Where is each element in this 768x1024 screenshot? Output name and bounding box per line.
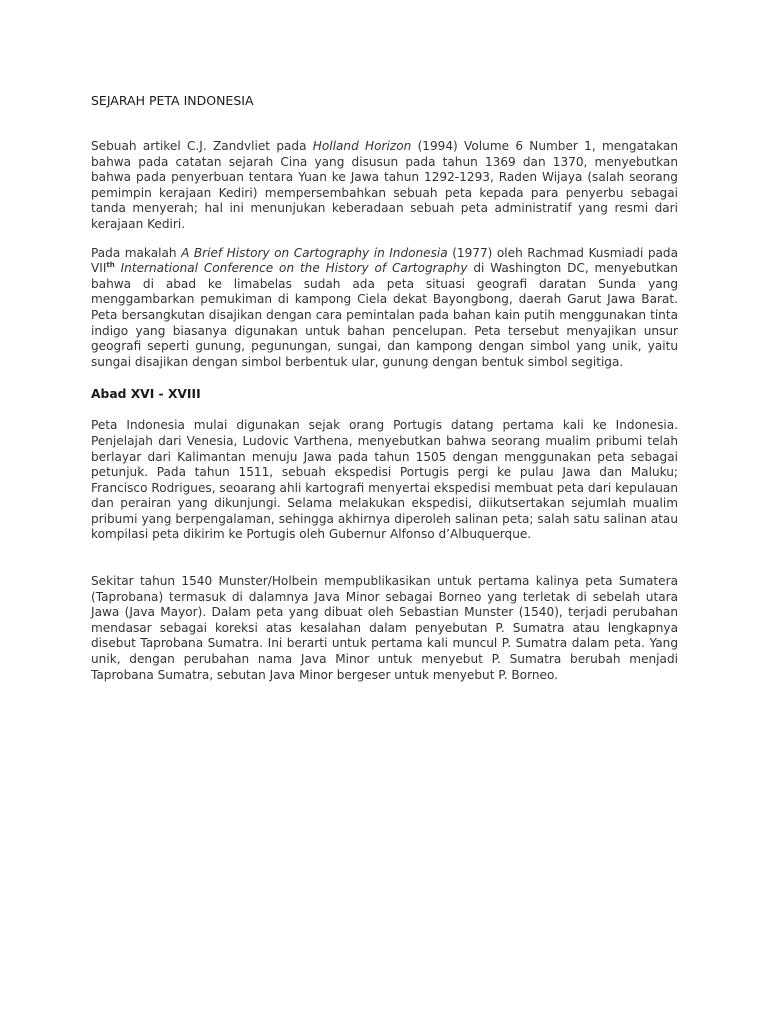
para2-text-c: di Washington DC, menyebutkan bahwa di abad ke limabelas sudah ada peta situasi geografi daratan Sunda yang menggambarkan pemukiman di kampong Ciela dekat Bayongbong, daerah Garut Jawa Barat. Peta bersangkutan disajikan dengan cara pemintalan pada bahan kain putih menggunakan tinta indigo yang biasanya digunakan untuk bahan pencelupan. Peta tersebut menyajikan unsur geografi seperti gunung, pegunungan, sungai, dan kampong dengan simbol yang unik, yaitu sungai disajikan dengan simbol berbentuk ular, gunung dengan bentuk simbol segitiga. (91, 261, 678, 369)
paragraph-kusmiadi (91, 246, 678, 371)
para1-text-a: Sebuah artikel C.J. Zandvliet pada (91, 139, 313, 153)
paragraph-munster: Sekitar tahun 1540 Munster/Holbein mempublikasikan untuk pertama kalinya peta Sumatera (Taprobana) termasuk di dalamnya Java Minor sebagai Borneo yang terletak di sebelah utara Jawa (Java Mayor). Dalam peta yang dibuat oleh Sebastian Munster (1540), terjadi perubahan mendasar sebagai koreksi atas kesalahan dalam penyebutan P. Sumatra atau lengkapnya disebut Taprobana Sumatra. Ini berarti untuk pertama kali muncul P. Sumatra dalam peta. Yang unik, dengan perubahan nama Java Minor untuk menyebut P. Sumatra berubah menjadi Taprobana Sumatra, sebutan Java Minor bergeser untuk menyebut P. Borneo. (91, 574, 678, 682)
document-page (91, 92, 678, 683)
para2-ordinal-suffix: th (106, 261, 115, 270)
para1-journal-title: Holland Horizon (312, 139, 412, 153)
para2-text-b: (1977) oleh Rachmad Kusmiadi pada VII (91, 245, 678, 276)
paragraph-portugis: Peta Indonesia mulai digunakan sejak orang Portugis datang pertama kali ke Indonesia. Penjelajah dari Venesia, Ludovic Varthena, menyebutkan bahwa seorang mualim pribumi telah berlayar dari Kalimantan menuju Jawa pada tahun 1505 dengan menggunakan peta sebagai petunjuk. Pada tahun 1511, sebuah ekspedisi Portugis pergi ke pulau Jawa dan Maluku; Francisco Rodrigues, seoarang ahli kartografi menyertai ekspedisi membuat peta dari kepulauan dan perairan yang dikunjungi. Selama melakukan ekspedisi, diikutsertakan sejumlah mualim pribumi yang berpengalaman, sehingga akhirnya diperoleh salinan peta; salah satu salinan atau kompilasi peta dikirim ke Portugis oleh Gubernur Alfonso d’Albuquerque. (91, 418, 678, 542)
para2-paper-title: A Brief History on Cartography in Indonesia (181, 245, 448, 260)
document-title: SEJARAH PETA INDONESIA (91, 93, 254, 108)
para2-text-a: Pada makalah (91, 245, 182, 260)
para1-text-b: (1994) Volume 6 Number 1, mengatakan bahwa pada catatan sejarah Cina yang disusun pada tahun 1369 dan 1370, menyebutkan bahwa pada penyerbuan tentara Yuan ke Jawa tahun 1292-1293, Raden Wijaya (salah seorang pemimpin kerajaan Kediri) mempersembahkan sebuah peta kepada para penyerbu sebagai tanda menyerah; hal ini menunjukan keberadaan sebuah peta administratif yang resmi dari kerajaan Kediri. (91, 139, 678, 231)
section-heading: Abad XVI - XVIII (91, 387, 201, 402)
para2-conference-title: International Conference on the History of Cartography (114, 261, 468, 276)
paragraph-zandvliet (91, 139, 678, 233)
